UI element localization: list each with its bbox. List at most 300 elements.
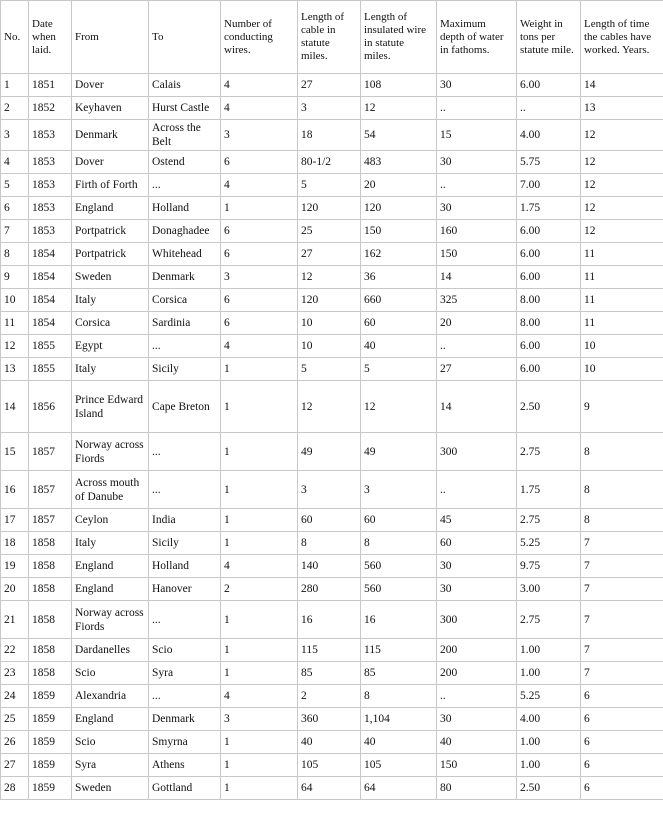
cell-wires: 1 <box>221 777 298 800</box>
table-row <box>1 266 663 289</box>
cell-to: Scio <box>149 639 221 662</box>
cell-date: 1851 <box>29 74 72 97</box>
cell-cable-length: 85 <box>298 662 361 685</box>
cell-years-worked: 12 <box>581 197 663 220</box>
cell-to: India <box>149 509 221 532</box>
cell-years-worked: 10 <box>581 358 663 381</box>
cell-to: ... <box>149 335 221 358</box>
cell-wires: 6 <box>221 289 298 312</box>
cell-from: Prince Edward Island <box>72 381 149 433</box>
cell-insulated-length: 16 <box>361 601 437 639</box>
cell-cable-length: 8 <box>298 532 361 555</box>
table-row <box>1 509 663 532</box>
cell-wires: 6 <box>221 151 298 174</box>
table-row <box>1 381 663 433</box>
cell-from: England <box>72 708 149 731</box>
cell-max-depth: 30 <box>437 578 517 601</box>
cell-weight: 2.50 <box>517 381 581 433</box>
cell-weight: 8.00 <box>517 289 581 312</box>
cell-years-worked: 7 <box>581 662 663 685</box>
table-row <box>1 578 663 601</box>
cell-max-depth: 325 <box>437 289 517 312</box>
cell-wires: 4 <box>221 555 298 578</box>
cell-no: 4 <box>1 151 29 174</box>
cell-years-worked: 8 <box>581 509 663 532</box>
cell-years-worked: 8 <box>581 433 663 471</box>
cell-wires: 1 <box>221 639 298 662</box>
cell-max-depth: 30 <box>437 197 517 220</box>
cell-to: Sardinia <box>149 312 221 335</box>
cell-no: 6 <box>1 197 29 220</box>
table-row <box>1 243 663 266</box>
table-row <box>1 358 663 381</box>
cell-cable-length: 64 <box>298 777 361 800</box>
cell-max-depth: 200 <box>437 662 517 685</box>
cell-wires: 1 <box>221 662 298 685</box>
cell-no: 21 <box>1 601 29 639</box>
cell-from: Egypt <box>72 335 149 358</box>
cell-no: 3 <box>1 120 29 151</box>
cell-no: 25 <box>1 708 29 731</box>
cell-to: Denmark <box>149 266 221 289</box>
cell-from: Italy <box>72 289 149 312</box>
cell-cable-length: 120 <box>298 197 361 220</box>
header-date: Date when laid. <box>29 1 72 74</box>
cell-from: Alexandria <box>72 685 149 708</box>
cell-no: 1 <box>1 74 29 97</box>
cell-max-depth: 30 <box>437 74 517 97</box>
cell-to: Calais <box>149 74 221 97</box>
cell-wires: 3 <box>221 266 298 289</box>
table-row <box>1 174 663 197</box>
header-row <box>1 1 663 74</box>
cell-from: Scio <box>72 662 149 685</box>
cell-from: Dover <box>72 151 149 174</box>
cell-date: 1853 <box>29 120 72 151</box>
cell-insulated-length: 483 <box>361 151 437 174</box>
cell-to: Gottland <box>149 777 221 800</box>
cell-wires: 6 <box>221 243 298 266</box>
cell-cable-length: 10 <box>298 335 361 358</box>
table-row <box>1 532 663 555</box>
cell-wires: 4 <box>221 174 298 197</box>
table-row <box>1 731 663 754</box>
cell-from: Italy <box>72 532 149 555</box>
cell-insulated-length: 40 <box>361 335 437 358</box>
cell-to: Cape Breton <box>149 381 221 433</box>
cell-to: Smyrna <box>149 731 221 754</box>
cell-max-depth: 14 <box>437 266 517 289</box>
cell-insulated-length: 49 <box>361 433 437 471</box>
cell-cable-length: 12 <box>298 381 361 433</box>
cell-weight: 1.00 <box>517 731 581 754</box>
cell-weight: 5.25 <box>517 685 581 708</box>
cell-years-worked: 12 <box>581 120 663 151</box>
cell-date: 1858 <box>29 532 72 555</box>
cell-insulated-length: 60 <box>361 312 437 335</box>
cell-from: Dover <box>72 74 149 97</box>
cell-insulated-length: 105 <box>361 754 437 777</box>
table-row <box>1 312 663 335</box>
cell-weight: 5.25 <box>517 532 581 555</box>
cell-cable-length: 280 <box>298 578 361 601</box>
cell-cable-length: 3 <box>298 97 361 120</box>
cell-years-worked: 6 <box>581 777 663 800</box>
cell-years-worked: 11 <box>581 312 663 335</box>
cell-years-worked: 7 <box>581 532 663 555</box>
cell-wires: 2 <box>221 578 298 601</box>
header-years-worked: Length of time the cables have worked. Years. <box>581 1 663 74</box>
cell-weight: 6.00 <box>517 74 581 97</box>
cell-cable-length: 18 <box>298 120 361 151</box>
cell-date: 1857 <box>29 433 72 471</box>
cell-insulated-length: 12 <box>361 381 437 433</box>
cell-max-depth: .. <box>437 685 517 708</box>
cell-from: Syra <box>72 754 149 777</box>
cell-to: Holland <box>149 197 221 220</box>
cell-to: Donaghadee <box>149 220 221 243</box>
cell-weight: 3.00 <box>517 578 581 601</box>
cell-years-worked: 7 <box>581 601 663 639</box>
table-row <box>1 120 663 151</box>
cell-date: 1855 <box>29 358 72 381</box>
cell-no: 16 <box>1 471 29 509</box>
cell-years-worked: 6 <box>581 708 663 731</box>
cell-years-worked: 13 <box>581 97 663 120</box>
table-body <box>1 74 663 800</box>
cell-cable-length: 2 <box>298 685 361 708</box>
cell-weight: 7.00 <box>517 174 581 197</box>
header-cable-length: Length of cable in statute miles. <box>298 1 361 74</box>
cell-to: Athens <box>149 754 221 777</box>
cell-to: Whitehead <box>149 243 221 266</box>
cell-max-depth: .. <box>437 335 517 358</box>
table-row <box>1 74 663 97</box>
table-row <box>1 471 663 509</box>
header-no: No. <box>1 1 29 74</box>
cell-insulated-length: 660 <box>361 289 437 312</box>
cell-max-depth: 160 <box>437 220 517 243</box>
cell-max-depth: 150 <box>437 754 517 777</box>
cell-no: 11 <box>1 312 29 335</box>
cell-from: England <box>72 555 149 578</box>
cell-wires: 1 <box>221 358 298 381</box>
cell-years-worked: 6 <box>581 731 663 754</box>
cell-max-depth: 300 <box>437 433 517 471</box>
cell-weight: 6.00 <box>517 220 581 243</box>
cell-no: 2 <box>1 97 29 120</box>
cell-date: 1858 <box>29 601 72 639</box>
cell-date: 1858 <box>29 555 72 578</box>
cell-from: Sweden <box>72 777 149 800</box>
cell-from: Ceylon <box>72 509 149 532</box>
cell-cable-length: 27 <box>298 243 361 266</box>
cell-max-depth: 60 <box>437 532 517 555</box>
cell-weight: 2.75 <box>517 601 581 639</box>
cell-insulated-length: 3 <box>361 471 437 509</box>
cell-to: Sicily <box>149 532 221 555</box>
cell-date: 1859 <box>29 754 72 777</box>
cell-insulated-length: 40 <box>361 731 437 754</box>
cell-from: Keyhaven <box>72 97 149 120</box>
cell-wires: 1 <box>221 532 298 555</box>
cell-insulated-length: 1,104 <box>361 708 437 731</box>
cell-cable-length: 25 <box>298 220 361 243</box>
cell-from: Italy <box>72 358 149 381</box>
cell-insulated-length: 5 <box>361 358 437 381</box>
table-row <box>1 601 663 639</box>
cell-wires: 1 <box>221 197 298 220</box>
table-row <box>1 197 663 220</box>
cell-no: 10 <box>1 289 29 312</box>
cell-date: 1858 <box>29 578 72 601</box>
header-max-depth: Maximum depth of water in fathoms. <box>437 1 517 74</box>
cell-years-worked: 7 <box>581 639 663 662</box>
cell-to: ... <box>149 601 221 639</box>
cell-from: Norway across Fiords <box>72 433 149 471</box>
cell-no: 23 <box>1 662 29 685</box>
cell-cable-length: 360 <box>298 708 361 731</box>
cell-insulated-length: 60 <box>361 509 437 532</box>
cell-wires: 1 <box>221 754 298 777</box>
cell-wires: 1 <box>221 731 298 754</box>
cell-weight: 2.75 <box>517 433 581 471</box>
cell-years-worked: 14 <box>581 74 663 97</box>
cell-years-worked: 6 <box>581 754 663 777</box>
cell-cable-length: 60 <box>298 509 361 532</box>
cell-date: 1859 <box>29 685 72 708</box>
cell-max-depth: 20 <box>437 312 517 335</box>
cell-cable-length: 140 <box>298 555 361 578</box>
cell-date: 1853 <box>29 197 72 220</box>
cell-to: Ostend <box>149 151 221 174</box>
table-row <box>1 220 663 243</box>
cell-years-worked: 12 <box>581 220 663 243</box>
cell-no: 5 <box>1 174 29 197</box>
cell-max-depth: 27 <box>437 358 517 381</box>
cell-from: Denmark <box>72 120 149 151</box>
cell-years-worked: 10 <box>581 335 663 358</box>
cell-from: Sweden <box>72 266 149 289</box>
cell-weight: 1.75 <box>517 197 581 220</box>
cell-weight: 4.00 <box>517 708 581 731</box>
cell-to: Across the Belt <box>149 120 221 151</box>
cell-insulated-length: 54 <box>361 120 437 151</box>
cell-wires: 1 <box>221 601 298 639</box>
cell-wires: 1 <box>221 471 298 509</box>
table-row <box>1 685 663 708</box>
cell-to: Denmark <box>149 708 221 731</box>
cell-max-depth: 300 <box>437 601 517 639</box>
table-row <box>1 708 663 731</box>
cell-from: Scio <box>72 731 149 754</box>
cell-max-depth: .. <box>437 97 517 120</box>
cell-cable-length: 16 <box>298 601 361 639</box>
table-row <box>1 151 663 174</box>
cell-date: 1858 <box>29 639 72 662</box>
cell-years-worked: 12 <box>581 174 663 197</box>
cell-cable-length: 105 <box>298 754 361 777</box>
cell-no: 7 <box>1 220 29 243</box>
cell-wires: 1 <box>221 509 298 532</box>
cell-cable-length: 3 <box>298 471 361 509</box>
cell-wires: 4 <box>221 685 298 708</box>
cell-wires: 6 <box>221 220 298 243</box>
cell-wires: 6 <box>221 312 298 335</box>
cell-years-worked: 11 <box>581 243 663 266</box>
cell-date: 1857 <box>29 509 72 532</box>
cell-max-depth: 14 <box>437 381 517 433</box>
cell-from: Corsica <box>72 312 149 335</box>
cell-from: England <box>72 578 149 601</box>
cell-date: 1855 <box>29 335 72 358</box>
cell-years-worked: 11 <box>581 266 663 289</box>
header-to: To <box>149 1 221 74</box>
cell-date: 1853 <box>29 174 72 197</box>
cell-insulated-length: 8 <box>361 532 437 555</box>
cell-date: 1856 <box>29 381 72 433</box>
cell-cable-length: 5 <box>298 174 361 197</box>
cell-years-worked: 11 <box>581 289 663 312</box>
cell-no: 22 <box>1 639 29 662</box>
cell-insulated-length: 108 <box>361 74 437 97</box>
cell-to: Hanover <box>149 578 221 601</box>
cell-from: Portpatrick <box>72 220 149 243</box>
cell-date: 1859 <box>29 708 72 731</box>
cell-weight: 9.75 <box>517 555 581 578</box>
cell-date: 1859 <box>29 777 72 800</box>
cell-cable-length: 10 <box>298 312 361 335</box>
cell-weight: 5.75 <box>517 151 581 174</box>
cell-no: 17 <box>1 509 29 532</box>
cell-weight: 1.75 <box>517 471 581 509</box>
cell-to: Syra <box>149 662 221 685</box>
cell-wires: 1 <box>221 433 298 471</box>
table-row <box>1 754 663 777</box>
cell-years-worked: 7 <box>581 555 663 578</box>
cell-no: 8 <box>1 243 29 266</box>
cell-date: 1852 <box>29 97 72 120</box>
header-weight: Weight in tons per statute mile. <box>517 1 581 74</box>
cell-max-depth: 80 <box>437 777 517 800</box>
cell-date: 1857 <box>29 471 72 509</box>
cell-cable-length: 40 <box>298 731 361 754</box>
cell-date: 1853 <box>29 220 72 243</box>
cell-insulated-length: 20 <box>361 174 437 197</box>
cell-wires: 4 <box>221 97 298 120</box>
cell-date: 1853 <box>29 151 72 174</box>
cell-no: 18 <box>1 532 29 555</box>
header-from: From <box>72 1 149 74</box>
cell-years-worked: 8 <box>581 471 663 509</box>
cell-wires: 1 <box>221 381 298 433</box>
cell-insulated-length: 150 <box>361 220 437 243</box>
table-row <box>1 662 663 685</box>
cell-cable-length: 12 <box>298 266 361 289</box>
cell-wires: 3 <box>221 708 298 731</box>
cell-years-worked: 6 <box>581 685 663 708</box>
cell-no: 28 <box>1 777 29 800</box>
cell-from: Dardanelles <box>72 639 149 662</box>
cell-insulated-length: 8 <box>361 685 437 708</box>
cell-no: 13 <box>1 358 29 381</box>
cell-max-depth: 200 <box>437 639 517 662</box>
table-row <box>1 97 663 120</box>
cell-wires: 4 <box>221 74 298 97</box>
cell-max-depth: 30 <box>437 555 517 578</box>
cell-insulated-length: 560 <box>361 578 437 601</box>
cell-insulated-length: 120 <box>361 197 437 220</box>
cell-no: 9 <box>1 266 29 289</box>
cell-cable-length: 115 <box>298 639 361 662</box>
cell-insulated-length: 64 <box>361 777 437 800</box>
header-insulated-length: Length of insulated wire in statute miles. <box>361 1 437 74</box>
table-row <box>1 555 663 578</box>
cell-years-worked: 7 <box>581 578 663 601</box>
cell-max-depth: 150 <box>437 243 517 266</box>
cell-years-worked: 12 <box>581 151 663 174</box>
cell-to: Hurst Castle <box>149 97 221 120</box>
table-row <box>1 335 663 358</box>
cell-insulated-length: 36 <box>361 266 437 289</box>
cell-weight: 6.00 <box>517 266 581 289</box>
cell-max-depth: 30 <box>437 708 517 731</box>
cell-no: 15 <box>1 433 29 471</box>
cell-to: Corsica <box>149 289 221 312</box>
cell-weight: 2.75 <box>517 509 581 532</box>
cell-insulated-length: 560 <box>361 555 437 578</box>
cell-max-depth: .. <box>437 174 517 197</box>
cell-max-depth: 30 <box>437 151 517 174</box>
cell-weight: 2.50 <box>517 777 581 800</box>
cell-cable-length: 5 <box>298 358 361 381</box>
cell-date: 1859 <box>29 731 72 754</box>
cell-wires: 3 <box>221 120 298 151</box>
cell-weight: 1.00 <box>517 754 581 777</box>
cell-no: 14 <box>1 381 29 433</box>
cell-to: Sicily <box>149 358 221 381</box>
cell-weight: 6.00 <box>517 335 581 358</box>
cell-years-worked: 9 <box>581 381 663 433</box>
cell-insulated-length: 85 <box>361 662 437 685</box>
cell-weight: 1.00 <box>517 662 581 685</box>
header-wires: Number of conducting wires. <box>221 1 298 74</box>
cell-from: Firth of Forth <box>72 174 149 197</box>
cell-weight: 1.00 <box>517 639 581 662</box>
cell-to: ... <box>149 433 221 471</box>
table-row <box>1 777 663 800</box>
cell-weight: 6.00 <box>517 243 581 266</box>
cell-to: ... <box>149 685 221 708</box>
cell-max-depth: 45 <box>437 509 517 532</box>
cell-from: Norway across Fiords <box>72 601 149 639</box>
cell-to: ... <box>149 174 221 197</box>
cell-insulated-length: 12 <box>361 97 437 120</box>
cell-to: Holland <box>149 555 221 578</box>
cell-cable-length: 80-1/2 <box>298 151 361 174</box>
cell-max-depth: 40 <box>437 731 517 754</box>
cell-max-depth: .. <box>437 471 517 509</box>
cell-no: 26 <box>1 731 29 754</box>
cell-date: 1854 <box>29 243 72 266</box>
table-row <box>1 433 663 471</box>
cell-cable-length: 49 <box>298 433 361 471</box>
cell-date: 1858 <box>29 662 72 685</box>
cell-date: 1854 <box>29 266 72 289</box>
cell-weight: .. <box>517 97 581 120</box>
cell-cable-length: 27 <box>298 74 361 97</box>
cell-from: England <box>72 197 149 220</box>
